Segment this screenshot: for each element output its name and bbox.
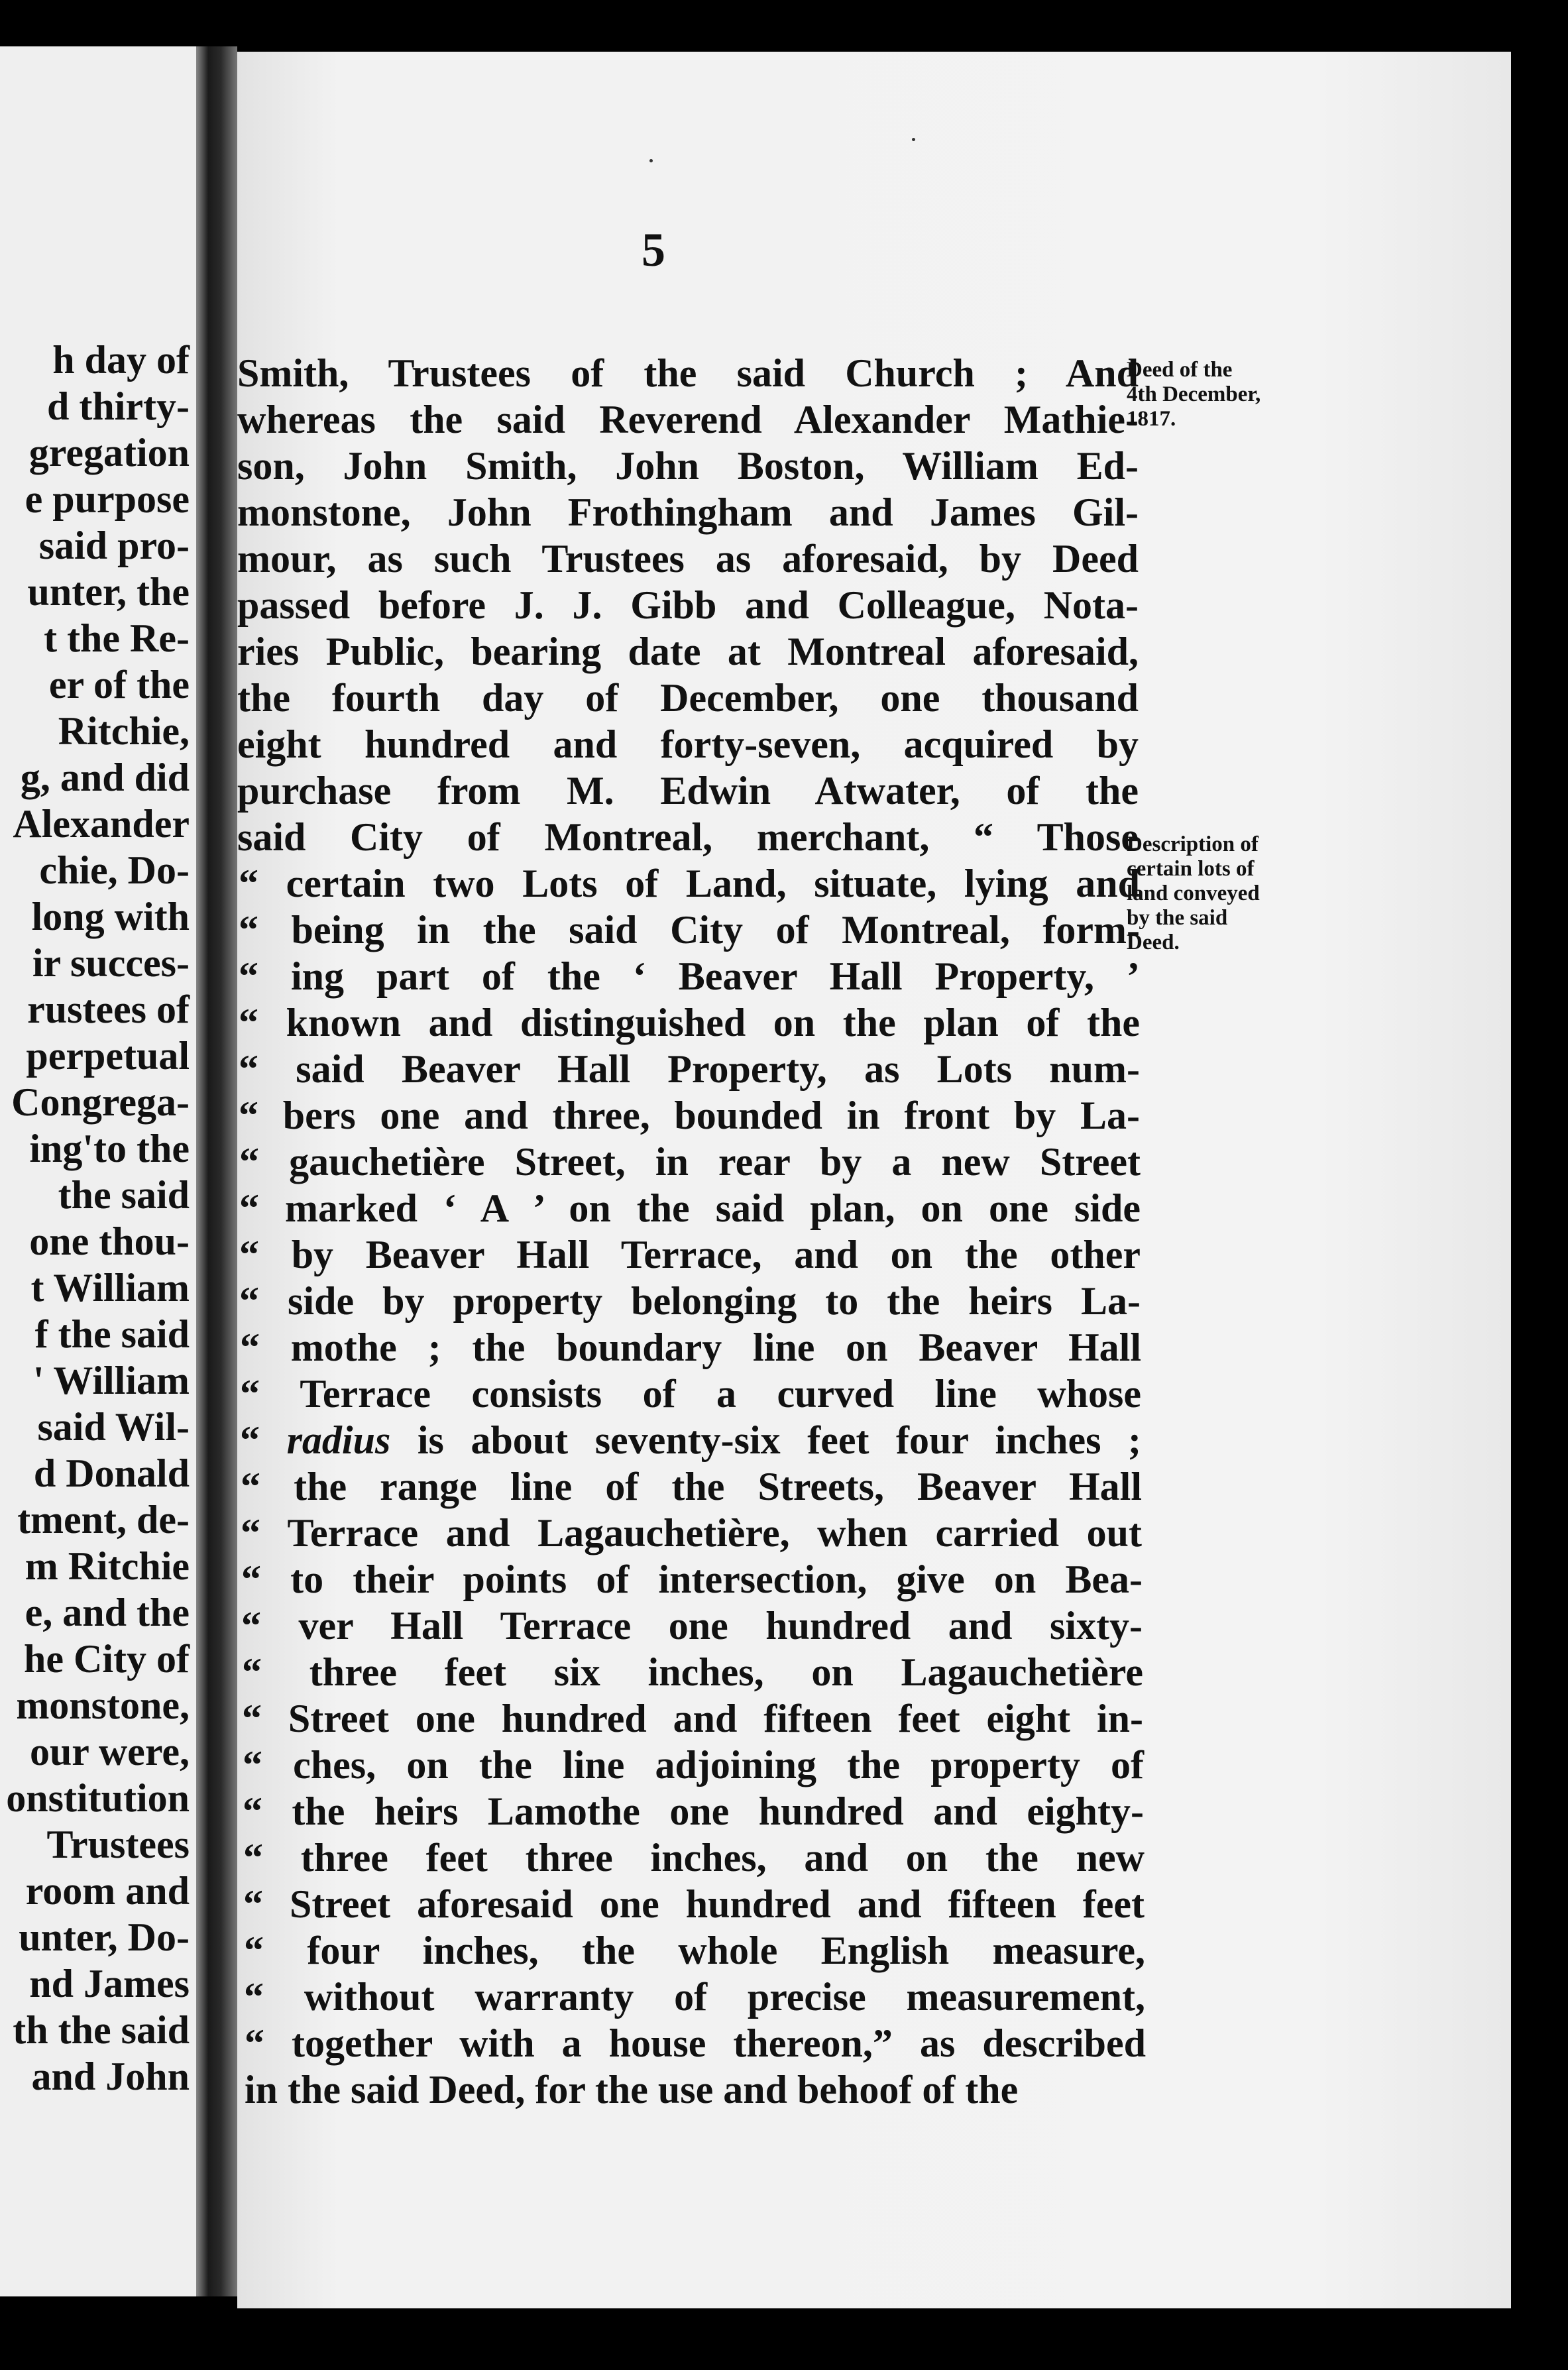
facing-page-line: Congrega- [11, 1080, 190, 1124]
text-line: said City of Montreal, merchant, “ Those [237, 815, 1139, 859]
text-line: son, John Smith, John Boston, William Ed- [237, 444, 1139, 488]
facing-page-line: the said [58, 1173, 190, 1217]
text-line: “ the range line of the Streets, Beaver Hall [241, 1465, 1142, 1508]
facing-page-line: h day of [52, 338, 190, 382]
facing-page-line: Alexander [13, 802, 190, 846]
facing-page-line: monstone, [16, 1683, 190, 1727]
facing-page-line: ir succes- [32, 941, 190, 985]
text-line: “ three feet six inches, on Lagauchetière [242, 1650, 1143, 1694]
margin-note-line: Deed of the [1127, 358, 1233, 382]
facing-page-line: unter, the [27, 570, 190, 614]
facing-page-line: Ritchie, [58, 709, 190, 753]
facing-page-line: said pro- [38, 524, 190, 567]
text-line: in the said Deed, for the use and behoof of the [245, 2068, 1019, 2112]
text-line: “ known and distinguished on the plan of the [239, 1001, 1140, 1044]
margin-note-line: Deed. [1127, 931, 1180, 954]
text-line: “ together with a house thereon,” as described [245, 2021, 1146, 2065]
facing-page-line: and John [31, 2055, 190, 2098]
facing-page-line: chie, Do- [39, 848, 190, 892]
text-line: “ Street one hundred and fifteen feet eight in- [242, 1697, 1143, 1740]
text-line: Smith, Trustees of the said Church ; And [237, 351, 1139, 395]
text-line: “ gauchetière Street, in rear by a new Street [239, 1140, 1141, 1184]
margin-note-line: certain lots of [1127, 857, 1255, 881]
text-line: “ Street aforesaid one hundred and fifteen feet [243, 1882, 1145, 1926]
paper-speck [649, 159, 653, 162]
paper-speck [912, 138, 915, 141]
book-gutter [196, 46, 237, 2296]
facing-page-line: gregation [28, 431, 190, 475]
facing-page-line: d thirty- [47, 384, 190, 428]
text-line: mour, as such Trustees as aforesaid, by Deed [237, 537, 1139, 581]
facing-page-line: e purpose [25, 477, 190, 521]
facing-page-line: long with [31, 895, 190, 938]
text-line: “ without warranty of precise measurement, [244, 1975, 1145, 2019]
page-number: 5 [642, 223, 665, 276]
text-line: “ bers one and three, bounded in front by La- [239, 1094, 1140, 1137]
facing-page-line: unter, Do- [19, 1915, 190, 1959]
text-line: eight hundred and forty-seven, acquired by [237, 722, 1139, 766]
facing-page-line: tment, de- [17, 1498, 190, 1542]
facing-page-line: g, and did [20, 756, 190, 799]
text-line: “ said Beaver Hall Property, as Lots num- [239, 1047, 1140, 1091]
text-line: “ mothe ; the boundary line on Beaver Hall [240, 1326, 1141, 1369]
text-line: “ the heirs Lamothe one hundred and eighty- [243, 1789, 1144, 1833]
facing-page-line: perpetual [26, 1034, 190, 1078]
facing-page-line: er of the [48, 663, 190, 706]
margin-note-deed [1127, 358, 1339, 431]
facing-page-line: said Wil- [37, 1405, 190, 1449]
text-line: “ ver Hall Terrace one hundred and sixty- [241, 1604, 1143, 1648]
text-line: “ ing part of the ‘ Beaver Hall Property, ’ [239, 954, 1140, 998]
facing-page-line: t the Re- [44, 616, 190, 660]
text-line: ries Public, bearing date at Montreal aforesaid, [237, 630, 1139, 673]
text-line: “ Terrace consists of a curved line whose [240, 1372, 1141, 1416]
facing-page-line: he City of [24, 1637, 190, 1681]
margin-note-line: 1817. [1127, 407, 1176, 431]
text-line: “ certain two Lots of Land, situate, lying and [239, 862, 1140, 905]
facing-page-line: nd James [29, 1962, 190, 2005]
page [237, 52, 1511, 2308]
margin-note-line: 4th December, [1127, 382, 1261, 406]
facing-page-line: f the said [34, 1312, 190, 1356]
text-line: “ four inches, the whole English measure, [244, 1929, 1145, 1972]
text-line: the fourth day of December, one thousand [237, 676, 1139, 720]
text-line: “ three feet three inches, and on the new [243, 1836, 1145, 1880]
facing-page-line: room and [25, 1869, 190, 1913]
margin-note-description [1127, 832, 1339, 955]
facing-page-line: ' William [32, 1359, 190, 1402]
text-line: purchase from M. Edwin Atwater, of the [237, 769, 1139, 813]
facing-page-line: m Ritchie [25, 1544, 190, 1588]
facing-page-line: ing'to the [29, 1127, 190, 1170]
facing-page-line: one thou- [29, 1219, 190, 1263]
text-line: “ ches, on the line adjoining the property of [243, 1743, 1144, 1787]
text-line: passed before J. J. Gibb and Colleague, Nota- [237, 583, 1139, 627]
facing-page-line: our were, [29, 1730, 190, 1774]
facing-page-line: onstitution [6, 1776, 190, 1820]
facing-page-line: e, and the [25, 1591, 190, 1634]
text-line: “ Terrace and Lagauchetière, when carried out [241, 1511, 1142, 1555]
facing-page-line: t William [30, 1266, 190, 1310]
text-line: “ by Beaver Hall Terrace, and on the other [239, 1233, 1141, 1276]
margin-note-line: by the said [1127, 906, 1228, 930]
text-line: “ marked ‘ A ’ on the said plan, on one side [239, 1186, 1141, 1230]
facing-page-line: Trustees [46, 1823, 190, 1866]
margin-note-line: Description of [1127, 832, 1259, 856]
facing-page-line: rustees of [27, 988, 190, 1031]
text-line: “ to their points of intersection, give on Bea- [241, 1557, 1143, 1601]
text-line: monstone, John Frothingham and James Gil- [237, 490, 1139, 534]
facing-page-line: d Donald [33, 1451, 190, 1495]
facing-page-fragment [0, 46, 196, 2296]
text-line: “ side by property belonging to the heirs La- [239, 1279, 1141, 1323]
margin-note-line: land conveyed [1127, 881, 1260, 905]
text-line: “ radius is about seventy-six feet four inches ; [240, 1418, 1141, 1462]
text-line: “ being in the said City of Montreal, form- [239, 908, 1140, 952]
facing-page-line: th the said [13, 2008, 190, 2052]
text-line: whereas the said Reverend Alexander Mathie- [237, 398, 1139, 441]
